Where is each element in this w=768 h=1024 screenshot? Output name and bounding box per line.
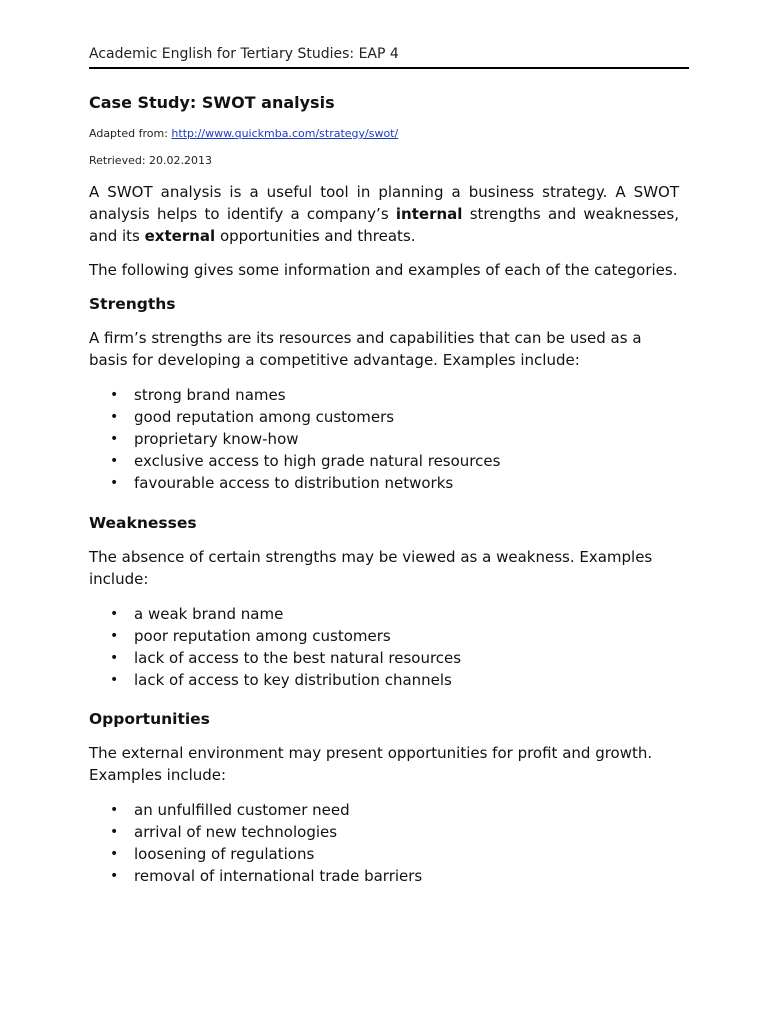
source-prefix: Adapted from: [89,127,172,140]
list-item: • lack of access to key distribution channels [89,669,461,691]
strengths-list [89,384,500,494]
intro-paragraph [89,181,679,247]
list-item: • arrival of new technologies [89,821,422,843]
list-item: • good reputation among customers [89,406,500,428]
list-item: • loosening of regulations [89,843,422,865]
intro-bold-internal: internal [395,205,463,223]
list-item: • exclusive access to high grade natural resources [89,450,500,472]
opportunities-heading: Opportunities [89,710,210,728]
source-line [89,127,398,140]
list-item: • removal of international trade barriers [89,865,422,887]
opportunities-paragraph: The external environment may present opportunities for profit and growth. Examples include: [89,744,653,784]
running-header: Academic English for Tertiary Studies: EAP 4 [89,46,689,69]
list-item: • strong brand names [89,384,500,406]
list-item: • proprietary know-how [89,428,500,450]
intro-text-1: A SWOT analysis is a useful tool in planning a business strategy. A SWOT analysis helps to identify a company’s [89,183,679,223]
weaknesses-heading: Weaknesses [89,514,197,532]
list-item: • an unfulfilled customer need [89,799,422,821]
retrieved-date: Retrieved: 20.02.2013 [89,154,213,167]
weaknesses-paragraph: The absence of certain strengths may be viewed as a weakness. Examples include: [89,548,653,588]
list-item: • poor reputation among customers [89,625,461,647]
list-item: • lack of access to the best natural resources [89,647,461,669]
source-link[interactable]: http://www.quickmba.com/strategy/swot/ [171,127,399,140]
intro-text-2: strengths and weaknesses, and its [89,205,679,245]
strengths-paragraph: A firm’s strengths are its resources and capabilities that can be used as a basis for developing a competitive advantage. Examples include: [89,329,642,369]
strengths-heading: Strengths [89,295,176,313]
list-item: • a weak brand name [89,603,461,625]
weaknesses-list [89,603,461,691]
intro-text-3: opportunities and threats. [215,227,416,245]
intro-bold-external: external [144,227,216,245]
page-title: Case Study: SWOT analysis [89,93,335,112]
list-item: • favourable access to distribution networks [89,472,500,494]
opportunities-list [89,799,422,887]
following-paragraph: The following gives some information and examples of each of the categories. [89,261,678,279]
